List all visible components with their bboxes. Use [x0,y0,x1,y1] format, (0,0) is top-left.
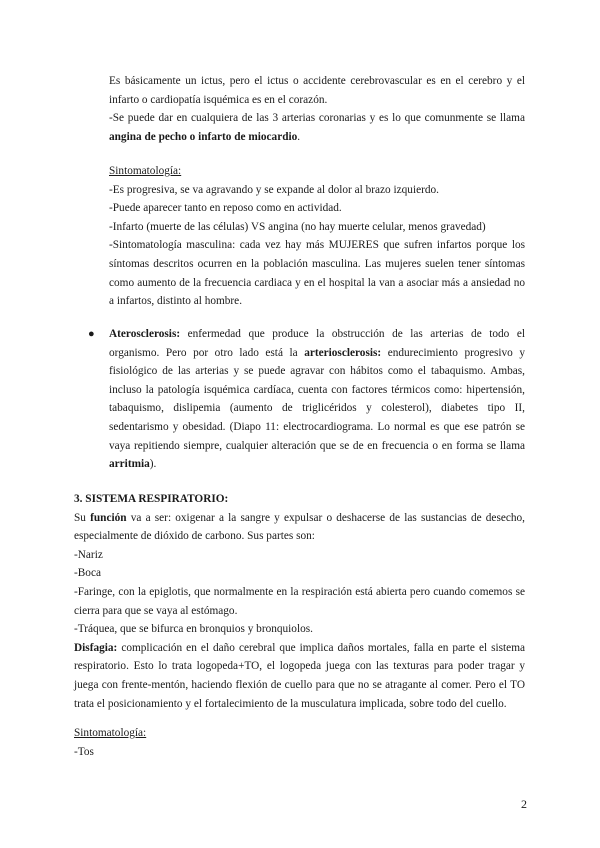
part-item: -Tráquea, que se bifurca en bronquios y bronquiolos. [74,623,313,636]
symptoms-section-1 [109,162,525,311]
symptoms-heading: Sintomatología: [74,727,147,739]
function-paragraph: Su función va a ser: oxigenar a la sangre y expulsar o deshacerse de las sustancias de desecho, especialmente de dióxido de carbono. Sus partes son: [74,511,525,543]
bullet-icon: ● [88,328,95,340]
atherosclerosis-term: Aterosclerosis: [109,328,181,340]
symptoms-section-2 [74,724,525,761]
part-item: -Faringe, con la epiglotis, que normalmente en la respiración está abierta pero cuando comemos se cierra para que se vaya al estómago. [74,585,525,617]
atherosclerosis-paragraph: Aterosclerosis: enfermedad que produce la obstrucción de las arterias de todo el organismo. Pero por otro lado está la arteriosclerosis: endurecimiento progresivo y fisiológico de las arterias y se puede agravar con hábitos como el tabaquismo. Ambas, incluso la patología isquémica cardíaca, cuenta con factores térmicos como: hipertensión, tabaquismo, dislipemia (aumento de triglicéridos y colesterol), diabetes tipo II, sedentarismo y obesidad. (Diapo 11: electrocardiograma. Lo normal es que ese patrón se vaya repitiendo siempre, cualquier alteración que se de en frecuencia o en forma se llama arritmia). [109,328,525,471]
symptom-item: -Sintomatología masculina: cada vez hay más MUJERES que sufren infartos porque los síntomas descritos ocurren en la población masculina. Las mujeres suelen tener síntomas como aumento de la frecuencia cardiaca y en el hospital la van a asociar más a ansiedad no a infartos, distinto al hombre. [109,239,525,308]
symptom-item: -Es progresiva, se va agravando y se expande al dolor al brazo izquierdo. [109,183,439,196]
section-heading: 3. SISTEMA RESPIRATORIO: [74,493,229,505]
coronary-paragraph: -Se puede dar en cualquiera de las 3 arterias coronarias y es lo que comunmente se llama angina de pecho o infarto de miocardio. [109,112,525,143]
symptom-item: -Tos [74,745,94,758]
intro-section [109,72,525,146]
part-item: -Nariz [74,548,103,561]
symptom-item: -Infarto (muerte de las células) VS angina (no hay muerte celular, menos gravedad) [109,220,486,233]
part-item: -Boca [74,567,101,580]
symptoms-heading: Sintomatología: [109,165,182,177]
dysphagia-term: Disfagia: [74,641,118,654]
intro-paragraph: Es básicamente un ictus, pero el ictus o accidente cerebrovascular es en el cerebro y el infarto o cardiopatía isquémica es en el corazón. [109,75,525,106]
page-number: 2 [521,797,527,811]
function-term: función [90,511,127,524]
symptom-item: -Puede aparecer tanto en reposo como en actividad. [109,202,342,215]
dysphagia-paragraph: Disfagia: complicación en el daño cerebral que implica daños mortales, falla en parte el sistema respiratorio. Esto lo trata logopeda+TO, el logopeda juega con las texturas para poder tragar y juega con frente-mentón, haciendo flexión de cuello para que no se atragante al comer. Pero el TO trata el posicionamiento y el fortalecimiento de la musculatura implicada, sobre todo del cuello. [74,641,525,710]
arrhythmia-term: arritmia [109,458,150,471]
angina-term: angina de pecho o infarto de miocardio [109,130,298,143]
respiratory-section [74,490,525,713]
arteriosclerosis-term: arteriosclerosis: [304,346,382,359]
